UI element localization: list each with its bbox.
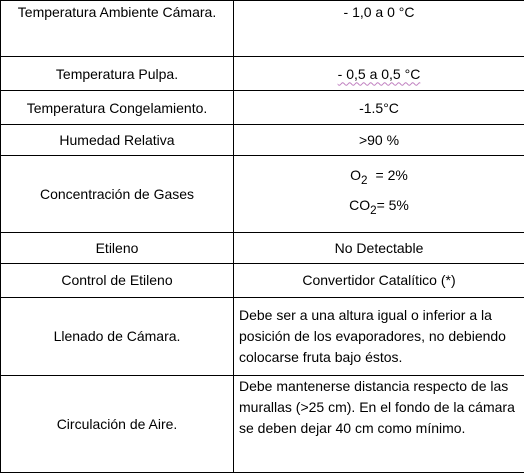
- value-text: - 1,0 a 0 °C: [344, 4, 415, 20]
- parameter-cell: [1, 125, 234, 156]
- table-row: [1, 297, 524, 375]
- parameter-cell: [1, 1, 234, 57]
- parameter-label: Concentración de Gases: [40, 186, 194, 202]
- value-text: No Detectable: [335, 240, 424, 256]
- parameter-cell: [1, 91, 234, 125]
- value-text: Debe mantenerse distancia respecto de las murallas (>25 cm). En el fondo de la cámara se deben dejar 40 cm como mínimo.: [239, 378, 515, 436]
- parameter-label: Control de Etileno: [61, 272, 172, 288]
- carbon-dioxide-value: $CO_2= 5\%$: [234, 196, 524, 220]
- parameter-label: Temperatura Pulpa.: [56, 66, 178, 82]
- parameter-label: Llenado de Cámara.: [54, 328, 181, 344]
- parameter-label: Etileno: [96, 240, 139, 256]
- parameter-label: Temperatura Congelamiento.: [27, 100, 208, 116]
- value-cell: [234, 125, 524, 156]
- value-cell: [234, 263, 524, 297]
- value-cell: [234, 91, 524, 125]
- parameter-cell: [1, 57, 234, 91]
- table-row: [1, 156, 524, 233]
- value-cell: [234, 232, 524, 263]
- table-row: [1, 1, 524, 57]
- parameter-cell: [1, 297, 234, 375]
- value-text: -1.5°C: [359, 100, 399, 116]
- parameter-cell: [1, 263, 234, 297]
- table-row: [1, 232, 524, 263]
- gas-values-cell: [234, 156, 524, 233]
- table-row: [1, 263, 524, 297]
- value-cell: [234, 1, 524, 57]
- table-row: [1, 375, 524, 472]
- oxygen-value: $O_2 = 2\%$: [234, 166, 524, 190]
- value-text: >90 %: [359, 132, 399, 148]
- table-row: [1, 125, 524, 156]
- parameter-cell: [1, 156, 234, 233]
- value-text: Debe ser a una altura igual o inferior a la posición de los evaporadores, no debiendo colocarse fruta bajo éstos.: [239, 307, 506, 365]
- parameter-label: Temperatura Ambiente Cámara.: [18, 4, 216, 20]
- table-row: [1, 91, 524, 125]
- value-cell: [234, 57, 524, 91]
- parameter-cell: [1, 375, 234, 472]
- value-text: - 0,5 a 0,5 °C: [338, 66, 421, 82]
- value-text: Convertidor Catalítico (*): [302, 272, 455, 288]
- table-row: [1, 57, 524, 91]
- parameter-label: Circulación de Aire.: [57, 416, 178, 432]
- parameter-cell: [1, 232, 234, 263]
- value-cell: [234, 297, 524, 375]
- value-cell: [234, 375, 524, 472]
- parameter-label: Humedad Relativa: [59, 132, 174, 148]
